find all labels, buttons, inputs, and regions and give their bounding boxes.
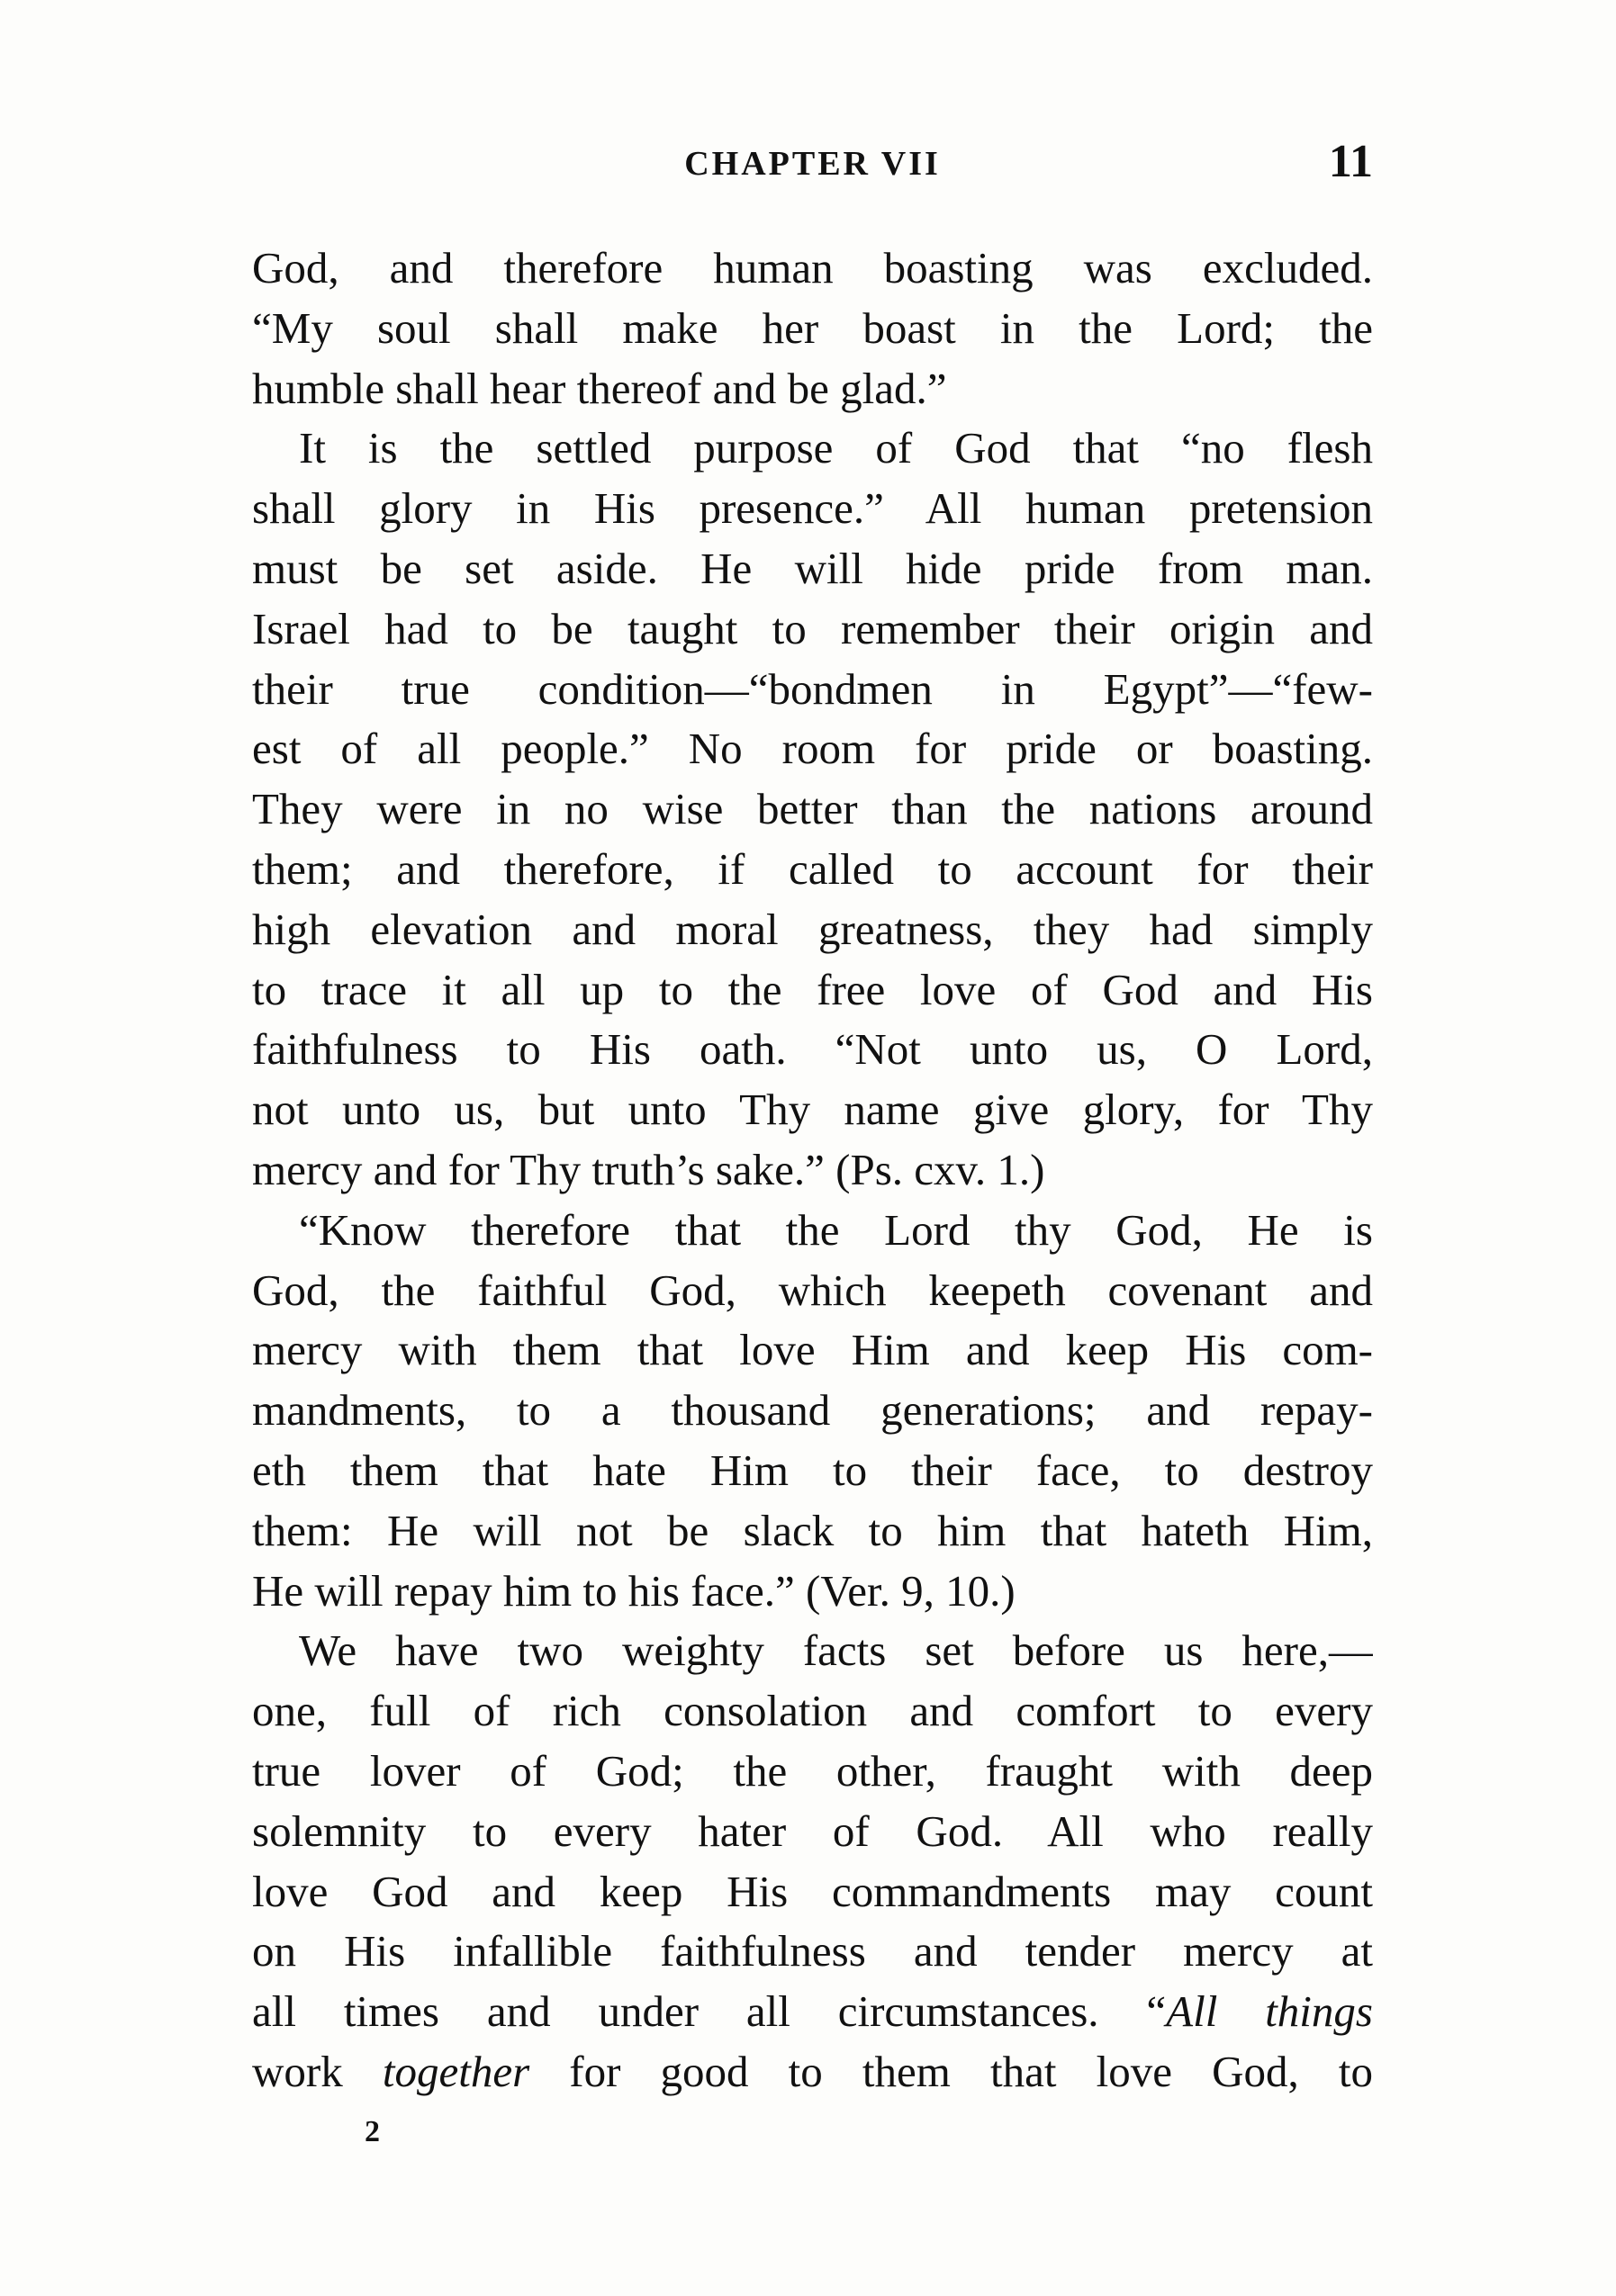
- text-line: them; and therefore, if called to account for their: [252, 843, 1373, 894]
- text-line: mandments, to a thousand generations; and repay-: [252, 1385, 1373, 1436]
- text-line: shall glory in His presence.” All human pretension: [252, 483, 1373, 534]
- page-number: 11: [1328, 136, 1373, 187]
- text-line: God, the faithful God, which keepeth covenant and: [252, 1265, 1373, 1315]
- text-line: to trace it all up to the free love of God and His: [252, 964, 1373, 1014]
- text-line: It is the settled purpose of God that “no flesh: [299, 423, 1373, 473]
- text-line: true lover of God; the other, fraught with deep: [252, 1745, 1373, 1796]
- text-line: We have two weighty facts set before us here,—: [299, 1625, 1373, 1676]
- text-line: He will repay him to his face.” (Ver. 9, 10.): [252, 1565, 1016, 1616]
- text-line: one, full of rich consolation and comfort to every: [252, 1686, 1373, 1736]
- text-line: humble shall hear thereof and be glad.”: [252, 363, 947, 413]
- text-line: solemnity to every hater of God. All who really: [252, 1805, 1373, 1856]
- text-line: Israel had to be taught to remember their origin and: [252, 603, 1373, 653]
- text-line: est of all people.” No room for pride or boasting.: [252, 724, 1373, 774]
- text-line: mercy with them that love Him and keep His com-: [252, 1325, 1373, 1375]
- chapter-title: CHAPTER VII: [684, 145, 941, 183]
- signature-mark: 2: [365, 2115, 380, 2148]
- text-line-mixed: [252, 2042, 1373, 2102]
- text-line: “My soul shall make her boast in the Lord; the: [252, 302, 1373, 353]
- text-line: on His infallible faithfulness and tender mercy at: [252, 1926, 1373, 1976]
- text-line: love God and keep His commandments may count: [252, 1866, 1373, 1916]
- text-line: must be set aside. He will hide pride from man.: [252, 543, 1373, 593]
- body-text: [252, 239, 1373, 2102]
- text-run: for good to them that love God, to: [529, 2046, 1373, 2096]
- text-run: all times and under all circumstances. “: [252, 1986, 1167, 2037]
- text-line: mercy and for Thy truth’s sake.” (Ps. cxv. 1.): [252, 1144, 1045, 1194]
- text-run: work: [252, 2046, 383, 2096]
- text-line: “Know therefore that the Lord thy God, He is: [299, 1204, 1373, 1255]
- text-line: high elevation and moral greatness, they had simply: [252, 904, 1373, 954]
- text-line-mixed: [252, 1982, 1373, 2042]
- text-line: not unto us, but unto Thy name give glory, for Thy: [252, 1085, 1373, 1135]
- italic-run: together: [382, 2046, 530, 2096]
- text-line: faithfulness to His oath. “Not unto us, O Lord,: [252, 1024, 1373, 1075]
- text-line: They were in no wise better than the nations around: [252, 784, 1373, 834]
- text-line: eth them that hate Him to their face, to destroy: [252, 1445, 1373, 1495]
- text-line: them: He will not be slack to him that hateth Him,: [252, 1505, 1373, 1555]
- running-head: [252, 135, 1373, 198]
- text-line: God, and therefore human boasting was excluded.: [252, 243, 1373, 293]
- text-line: their true condition—“bondmen in Egypt”—“few-: [252, 663, 1373, 714]
- italic-run: All things: [1166, 1986, 1373, 2037]
